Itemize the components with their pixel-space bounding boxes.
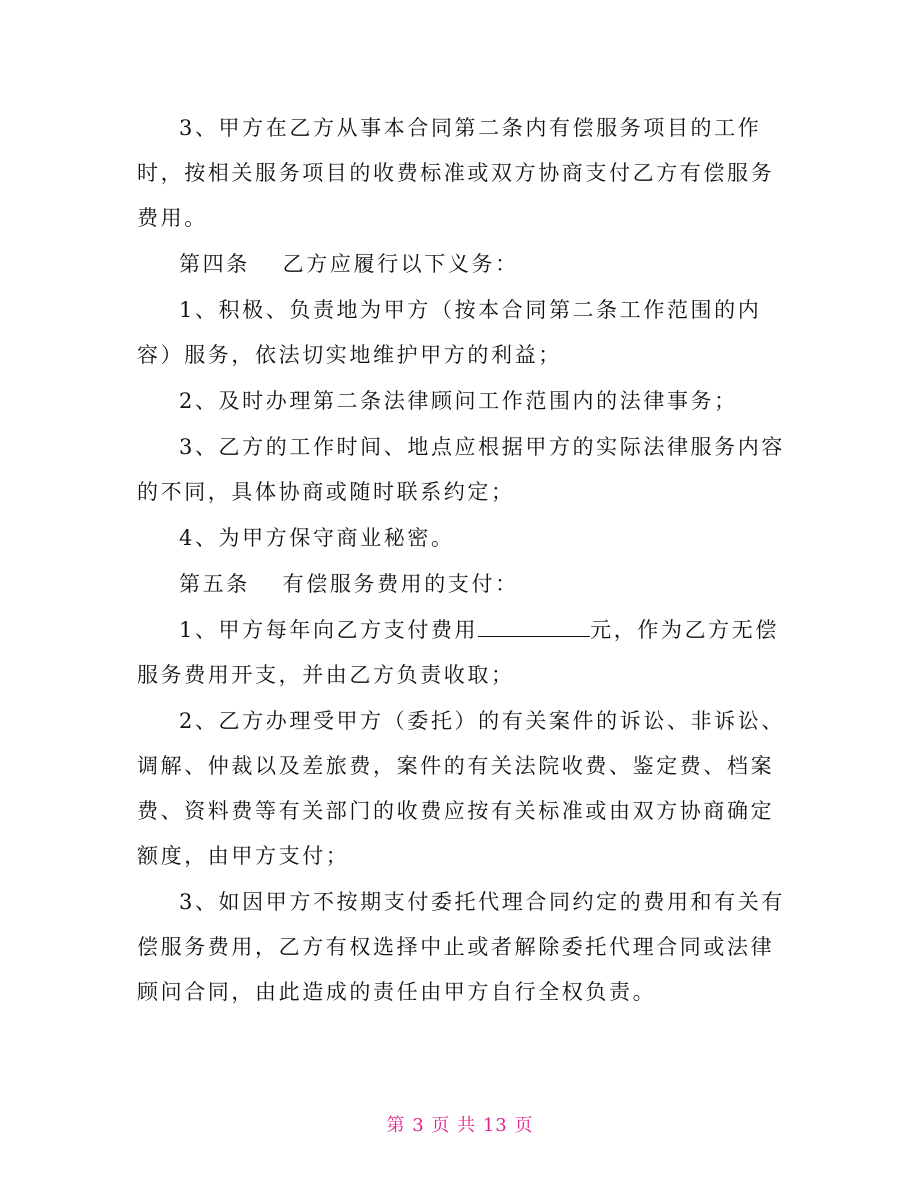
obligation-1-paragraph: 1、积极、负责地为甲方（按本合同第二条工作范围的内容）服务，依法切实地维护甲方的利益；: [137, 298, 762, 367]
obligation-2-paragraph: 2、及时办理第二条法律顾问工作范围内的法律事务；: [179, 389, 738, 413]
page-number-label: 第 3 页 共 13 页: [386, 1115, 534, 1136]
document-body: [137, 106, 787, 1016]
fee-clause-text-after: 元，作为乙方无偿服务费用开支，并由乙方负责收取；: [137, 618, 779, 687]
fee-clause-3-paragraph: 3、如因甲方不按期支付委托代理合同约定的费用和有关有偿服务费用，乙方有权选择中止或者解除委托代理合同或法律顾问合同，由此造成的责任由甲方自行全权负责。: [137, 890, 785, 1004]
article-5-heading: 第五条 有偿服务费用的支付：: [179, 572, 519, 596]
fee-clause-text-before: 1、甲方每年向乙方支付费用: [179, 618, 479, 642]
page-number-footer: [0, 1111, 920, 1137]
fee-amount-blank: [478, 618, 590, 637]
fee-clause-1-paragraph: [137, 608, 787, 698]
obligation-4-paragraph: 4、为甲方保守商业秘密。: [179, 526, 455, 550]
article-4-heading: 第四条 乙方应履行以下义务：: [179, 252, 519, 276]
obligation-3-paragraph: 3、乙方的工作时间、地点应根据甲方的实际法律服务内容的不同，具体协商或随时联系约定；: [137, 435, 785, 504]
fee-clause-2-paragraph: 2、乙方办理受甲方（委托）的有关案件的诉讼、非诉讼、调解、仲裁以及差旅费，案件的有关法院收费、鉴定费、档案费、资料费等有关部门的收费应按有关标准或由双方协商确定额度，由甲方支付；: [137, 709, 785, 868]
clause-3-payment-paragraph: 3、甲方在乙方从事本合同第二条内有偿服务项目的工作时，按相关服务项目的收费标准或双方协商支付乙方有偿服务费用。: [137, 116, 775, 230]
